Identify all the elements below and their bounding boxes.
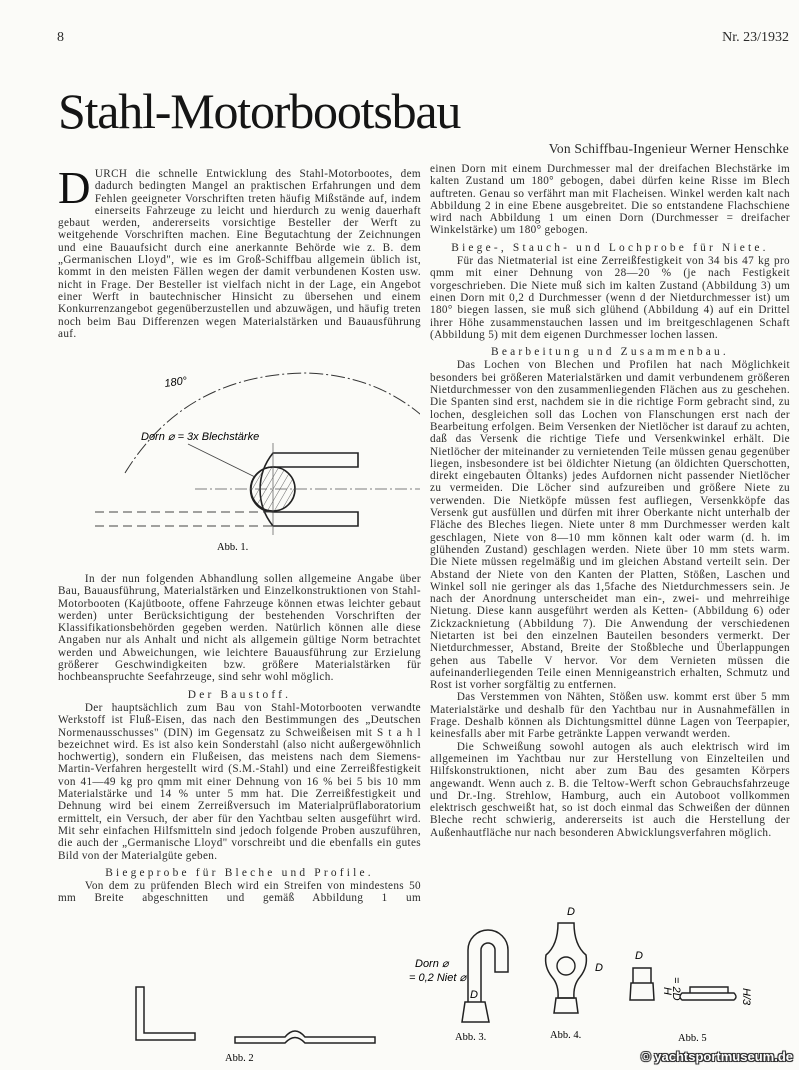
intro-text: URCH die schnelle Entwicklung des Stahl-Motorbootes, dem dadurch bedingten Mangel an praktischen Erfahrungen und dem Fehlen geeigneter Vorschriften treten häufig Mißstände auf, indem einerseits Fahrzeuge zu leicht und hierdurch zu wenig dauerhaft gebaut werden, andererseits vorsichtige Besteller der Werft zu weitgehende Vorschriften machen. Eine Begutachtung der Zeichnungen und eine Bauaufsicht durch eine anerkannte Behörde wie z. B. dem „Germanischen Lloyd", wie es im Groß-Schiffbau allgemein üblich ist, kommt in den meisten Fällen wegen der damit verbundenen Kosten usw. nicht in Frage. Der Besteller ist vielfach nicht in der Lage, ein Angebot einer Werft in bautechnischer Hinsicht zu übersehen und einem Konkurrenzangebot gegenüberzustellen und abzuwägen, und häufig treten noch beim Bau Differenzen wegen Materialstärken und Bauausführung auf. <box>58 168 421 340</box>
dorn-label: Dorn ⌀ = 3x Blechstärke <box>141 431 260 443</box>
upset-rivet <box>546 923 587 998</box>
paragraph: Von dem zu prüfenden Blech wird ein Streifen von mindestens 50 mm Breite abgeschnitten und gemäß Abbildung 1 um <box>58 880 421 905</box>
paragraph: Der hauptsächlich zum Bau von Stahl-Motorbooten verwandte Werkstoff ist Fluß-Eisen, das nach den Bestimmungen des „Deutschen Normenausschusses" (DIN) im Gegensatz zu Schweißeisen mit S t a h l bezeichnet wird. Es ist also kein Sonderstahl (also nicht außergewöhnlich hochwertig), sondern ein Flußeisen, das meistens nach dem Siemens-Martin-Verfahren hergestellt wird (S.M.-Stahl) und eine Zerreißfestigkeit von 41—49 kg pro qmm mit einer Dehnung von 16 % bei 5 bis 10 mm Materialstärke und 14 % unter 5 mm hat. Die Zerreißfestigkeit und Dehnung wird bei einem Zerreißversuch im Materialprüflaboratorium ermittelt, ein Versuch, der aber für den Yachtbau selten ausgeführt wird. Mit sehr einfachen Hilfsmitteln sind jedoch folgende Proben auszuführen, die auch der „Germanische Lloyd" vorschreibt und die ebenfalls ein gutes Bild von der Materialgüte geben. <box>58 701 421 862</box>
article-title: Stahl-Motorbootsbau <box>58 83 461 139</box>
paragraph: In der nun folgenden Abhandlung sollen allgemeine Angabe über Bau, Bauausführung, Materialstärken und Einzelkonstruktionen von Stahl-Motorbooten (Kajütboote, offene Fahrzeuge können etwas leichter gebaut werden) unter Berücksichtigung der bestehenden Vorschriften der Klassifikationsbehörden gegeben werden. Natürlich können alle diese Angaben nur als Anhalt und nicht als allgemein gültige Norm betrachtet werden und Abweichungen, wie leichtere Bauausführung zur Erzielung größerer Geschwindigkeiten bzw. größere Materialstärken für hochbeanspruchte Seefahrzeuge, sind sehr wohl möglich. <box>58 573 421 684</box>
left-column-bottom <box>58 573 421 905</box>
angle-profile <box>136 987 195 1040</box>
rivet-head <box>554 998 578 1013</box>
watermark: © yachtsportmuseum.de <box>641 1049 793 1064</box>
figure-abb1 <box>95 365 420 565</box>
diameter-label: D <box>635 950 643 962</box>
section-heading: Der Baustoff. <box>187 688 292 701</box>
diameter-label: D <box>567 906 575 918</box>
angle-label: 180° <box>163 374 188 390</box>
figure-caption: Abb. 1. <box>217 542 249 553</box>
figure-abb5 <box>620 945 770 1045</box>
dorn-ratio-label: = 0,2 Niet ⌀ <box>409 972 467 984</box>
paragraph: Das Lochen von Blechen und Profilen hat nach Möglichkeit besonders bei größeren Materialstärken und damit verbundenem größeren Nietdurchmesser von den zusammenliegenden Flächen aus zu geschehen. Die Spanten sind erst, nachdem sie in die richtige Form gebracht sind, zu lochen, desgleichen soll das Lochen von Flanschungen erst nach der Bearbeitung erfolgen. Beim Versenken der Nietlöcher ist darauf zu achten, daß das Versenk die richtige Tiefe und Versenkwinkel erhält. Die Nietlöcher der miteinander zu vernietenden Teile müssen genau gegenüber liegen, insbesondere ist bei öldichter Nietung (an öldichten Querschotten, direkt eingebauten Öltanks) jedes Aufdornen nicht passender Nietlöcher zu vermeiden. Die Löcher sind aufzureiben und größere Niete zu verwenden. Die Nietköpfe müssen fest aufliegen, Versenkköpfe das Versenk gut ausfüllen und dürfen mit ihrer Oberkante nicht unterhalb der Fläche des Bleches liegen. Niete unter 8 mm Durchmesser werden kalt geschlagen, Niete von 8—10 mm können kalt oder warm (d. h. im glühenden Zustand) geschlagen werden. Niete über 10 mm stets warm. Die Niete müssen regelmäßig und im gleichen Abstand verteilt sein. Der Abstand der Niete von den Kanten der Platten, Stößen, Laschen und Winkel soll nie geringer als das 1,5fache des Nietdurchmessers sein. Je nach der Anordnung unterscheidet man ein-, zwei- und mehrreihige Nietung. Diese kann ausgeführt werden als Ketten- (Abbildung 6) oder Zickzacknietung (Abbildung 7). Die Anwendung der verschiedenen Nietarten ist bei den einzelnen Bauteilen besonders vermerkt. Der Nietdurchmesser, Abstand, Breite der Stoßbleche und Überlappungen gehen aus Tabelle V hervor. Vor dem Vernieten müssen die aufeinanderliegenden Teile einen Mennigeanstrich erhalten, Schmutz und Rost ist vorher sorgfältig zu entfernen. <box>430 359 790 692</box>
right-column <box>430 163 790 839</box>
flattened-profile <box>235 1031 375 1043</box>
height-label: H <box>661 987 673 995</box>
section-heading: Biegeprobe für Bleche und Profile. <box>105 866 374 879</box>
diameter-label: D <box>470 989 478 1001</box>
flattened-rivet <box>680 987 736 1000</box>
leader-line <box>188 444 255 477</box>
h3-label: H/3 <box>740 988 752 1006</box>
dorn-label: Dorn ⌀ <box>415 958 449 970</box>
paragraph: einen Dorn mit einem Durchmesser mal der dreifachen Blechstärke im kalten Zustand um 180° gebogen, dabei dürfen keine Risse im Blech auftreten. Genau so verfährt man mit Flacheisen. Winkel werden kalt nach Abbildung 2 in eine Ebene ausgebreitet. Die so entstandene Flachschiene wird nach Abbildung 1 um einen Dorn (Durchmesser = dreifacher Winkelstärke) um 180° gebogen. <box>430 163 790 237</box>
left-column-top <box>58 163 421 340</box>
drop-cap: D <box>58 163 91 213</box>
page-number: 8 <box>57 30 64 45</box>
figure-abb4 <box>540 905 615 1045</box>
height-value-label: = 2D <box>670 977 682 1001</box>
issue-number: Nr. 23/1932 <box>722 30 789 45</box>
section-heading: Bearbeitung und Zusammenbau. <box>491 346 729 359</box>
figure-caption: Abb. 4. <box>550 1030 582 1041</box>
rivet-hole <box>557 957 575 975</box>
diameter-side-label: D <box>595 962 603 974</box>
rivet-blank <box>630 968 654 1000</box>
intro-paragraph <box>58 163 421 340</box>
paragraph: Für das Nietmaterial ist eine Zerreißfestigkeit von 34 bis 47 kg pro qmm mit einer Dehnung von 28—20 % (je nach Festigkeit vorgeschrieben. Die Niete muß sich im kalten Zustand (Abbildung 3) um einen Dorn mit 0,2 d Durchmesser (wenn d der Nietdurchmesser ist) um 180° biegen lassen, sie muß sich glühend (Abbildung 4) auf ein Drittel ihrer Höhe zusammenstauchen lassen und im breitgeschlagenen Schaft (Abbildung 5) mit dem eigenen Durchmesser lochen lassen. <box>430 255 790 341</box>
paragraph: Die Schweißung sowohl autogen als auch elektrisch wird im allgemeinen im Yachtbau nur zur Herstellung von Einzelteilen und Hilfskonstruktionen, nicht aber zum Bau des gesamten Körpers angewandt. Wenn auch z. B. die Teltow-Werft schon Gebrauchsfahrzeuge und Dr.-Ing. Strehlow, Hamburg, auch ein Autoboot vollkommen elektrisch geschweißt hat, so ist doch einmal das Schweißen der dünnen Bleche recht schwierig, andererseits ist auch die Herstellung der Außenhautfläche nur nach besonderen Abwicklungsverfahren möglich. <box>430 740 790 839</box>
figure-caption: Abb. 2 <box>225 1053 254 1064</box>
rivet-head <box>462 1002 489 1022</box>
article-byline: Von Schiffbau-Ingenieur Werner Henschke <box>548 141 789 156</box>
paragraph: Das Verstemmen von Nähten, Stößen usw. kommt erst über 5 mm Materialstärke und deshalb für den Yachtbau nur in Ausnahmefällen in Frage. Deshalb können als Dichtungsmittel dünne Lagen von Teerpapier, keinesfalls aber mit Farbe getränkte Lappen verwandt werden. <box>430 691 790 741</box>
figure-caption: Abb. 5 <box>678 1033 707 1044</box>
figure-caption: Abb. 3. <box>455 1032 487 1043</box>
figure-abb3 <box>405 920 515 1045</box>
figure-abb2 <box>125 985 405 1065</box>
section-heading: Biege-, Stauch- und Lochprobe für Niete. <box>451 241 769 254</box>
